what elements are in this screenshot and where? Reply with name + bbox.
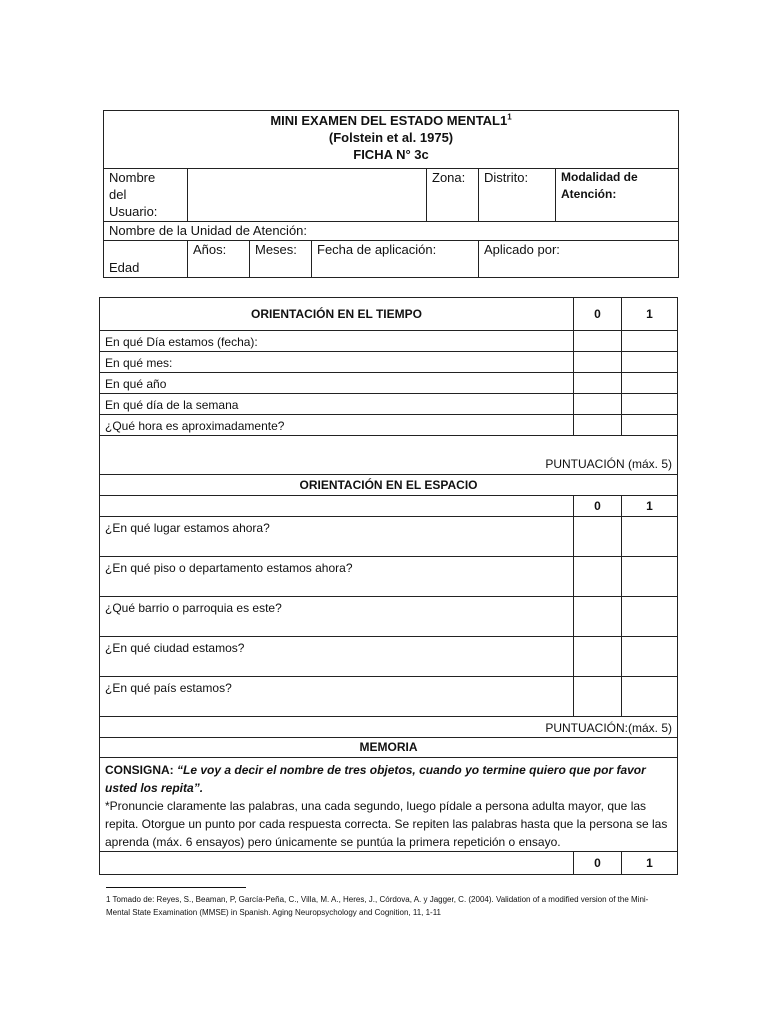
score-header-1: 1 [622, 852, 678, 875]
question-espacio-4: ¿En qué ciudad estamos? [100, 637, 574, 677]
fecha-field[interactable] [312, 241, 479, 278]
score-cell-1[interactable] [622, 517, 678, 557]
score-cell-1[interactable] [622, 557, 678, 597]
score-header-0: 0 [574, 852, 622, 875]
score-header-1: 1 [622, 298, 678, 331]
spacer-cell [100, 496, 574, 517]
score-cell-1[interactable] [622, 637, 678, 677]
score-cell-0[interactable] [574, 597, 622, 637]
footnote-ref: 1 [507, 112, 512, 122]
section-title-espacio: ORIENTACIÓN EN EL ESPACIO [100, 475, 678, 496]
form-subtitle: (Folstein et al. 1975) [328, 130, 454, 145]
zona-label: Zona: [432, 170, 466, 185]
form-title: MINI EXAMEN DEL ESTADO MENTAL1 [270, 113, 508, 128]
score-cell-0[interactable] [574, 637, 622, 677]
score-cell-0[interactable] [574, 331, 622, 352]
unidad-field[interactable] [104, 222, 679, 241]
question-tiempo-4: En qué día de la semana [100, 394, 574, 415]
score-cell-0[interactable] [574, 517, 622, 557]
unidad-label: Nombre de la Unidad de Atención: [109, 223, 308, 238]
score-cell-0[interactable] [574, 415, 622, 436]
modalidad-label: Modalidad de Atención: [561, 170, 638, 201]
score-cell-0[interactable] [574, 394, 622, 415]
score-cell-1[interactable] [622, 597, 678, 637]
puntuacion-tiempo: PUNTUACIÓN (máx. 5) [100, 436, 678, 475]
question-tiempo-3: En qué año [100, 373, 574, 394]
section-title-memoria: MEMORIA [100, 738, 678, 758]
score-header-1: 1 [622, 496, 678, 517]
spacer-cell [100, 852, 574, 875]
footnote-divider [106, 887, 246, 888]
score-cell-1[interactable] [622, 415, 678, 436]
score-cell-1[interactable] [622, 331, 678, 352]
question-espacio-1: ¿En qué lugar estamos ahora? [100, 517, 574, 557]
nombre-usuario-label: Nombre del Usuario: [104, 169, 188, 222]
nombre-usuario-field[interactable] [188, 169, 427, 222]
form-title-block [104, 111, 679, 169]
header-table [103, 110, 679, 278]
anos-label: Años: [193, 242, 227, 257]
exam-table [99, 297, 678, 875]
score-cell-0[interactable] [574, 373, 622, 394]
score-cell-0[interactable] [574, 352, 622, 373]
memoria-consigna-block [100, 758, 678, 852]
score-cell-1[interactable] [622, 394, 678, 415]
question-espacio-5: ¿En qué país estamos? [100, 677, 574, 717]
question-tiempo-2: En qué mes: [100, 352, 574, 373]
aplicado-label: Aplicado por: [484, 242, 560, 257]
score-header-0: 0 [574, 298, 622, 331]
puntuacion-espacio: PUNTUACIÓN:(máx. 5) [100, 717, 678, 738]
footnote: 1 Tomado de: Reyes, S., Beaman, P, García-Peña, C., Villa, M. A., Heres, J., Córdova, A. y Jagger, C. (2004). Validation of a modified version of the Mini-Mental State Examination (MMSE) in Spanish. Aging Neuropsychology and Cognition, 11, 1-11 [106, 895, 649, 917]
question-tiempo-5: ¿Qué hora es aproximadamente? [100, 415, 574, 436]
anos-field[interactable] [188, 241, 250, 278]
meses-label: Meses: [255, 242, 297, 257]
fecha-label: Fecha de aplicación: [317, 242, 437, 257]
score-cell-1[interactable] [622, 352, 678, 373]
aplicado-field[interactable] [479, 241, 679, 278]
edad-label: Edad [104, 241, 188, 278]
question-espacio-3: ¿Qué barrio o parroquia es este? [100, 597, 574, 637]
score-cell-1[interactable] [622, 373, 678, 394]
zona-field[interactable] [427, 169, 479, 222]
score-cell-1[interactable] [622, 677, 678, 717]
distrito-label: Distrito: [484, 170, 529, 185]
distrito-field[interactable] [479, 169, 556, 222]
section-title-tiempo: ORIENTACIÓN EN EL TIEMPO [100, 298, 574, 331]
consigna-text: “Le voy a decir el nombre de tres objetos, cuando yo termine quiero que por favor usted los repita”. [105, 763, 646, 795]
question-tiempo-1: En qué Día estamos (fecha): [100, 331, 574, 352]
score-header-0: 0 [574, 496, 622, 517]
modalidad-field[interactable] [556, 169, 679, 222]
form-ficha: FICHA N° 3c [353, 147, 429, 162]
memoria-instruccion: *Pronuncie claramente las palabras, una cada segundo, luego pídale a persona adulta mayor, que las repita. Otorgue un punto por cada respuesta correcta. Se repiten las palabras hasta que la persona se las aprenda (máx. 6 ensayos) pero únicamente se puntúa la primera repetición o ensayo. [105, 799, 668, 849]
score-cell-0[interactable] [574, 557, 622, 597]
consigna-label: CONSIGNA: [105, 763, 174, 777]
meses-field[interactable] [250, 241, 312, 278]
question-espacio-2: ¿En qué piso o departamento estamos ahora? [100, 557, 574, 597]
score-cell-0[interactable] [574, 677, 622, 717]
